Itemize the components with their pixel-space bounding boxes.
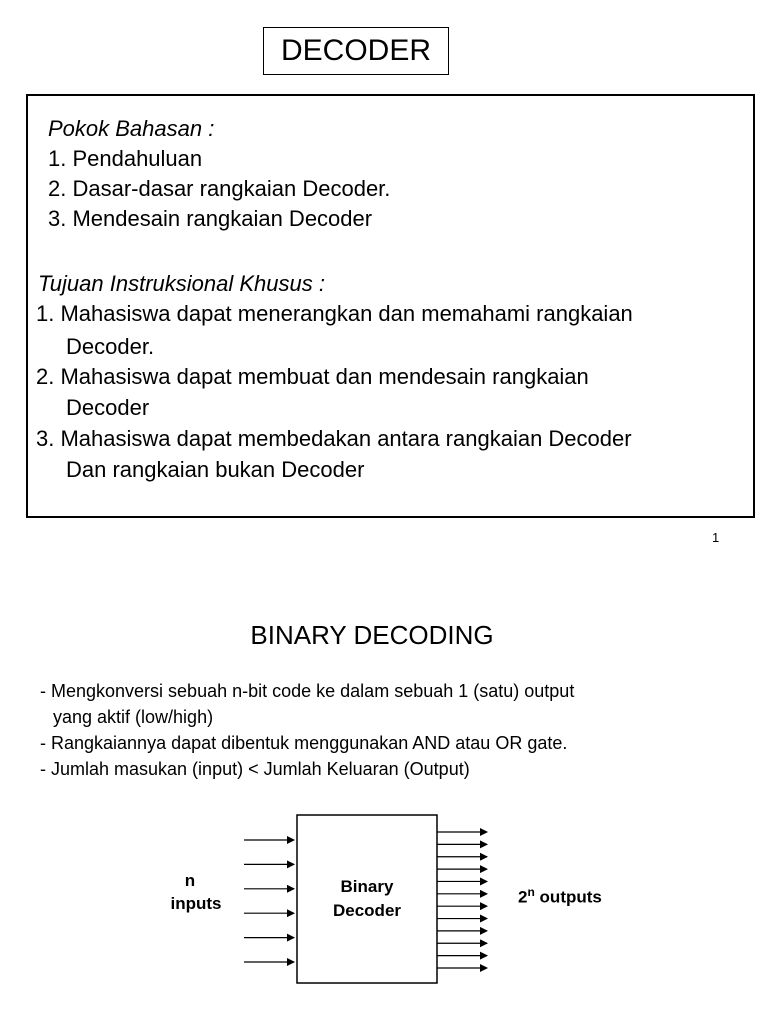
- tujuan-line: Decoder.: [66, 334, 155, 359]
- tujuan-line: Decoder: [66, 395, 150, 420]
- pokok-bahasan-heading: Pokok Bahasan :: [48, 116, 215, 141]
- tujuan-line: Dan rangkaian bukan Decoder: [66, 457, 365, 482]
- input-arrows: [244, 840, 294, 962]
- bullet-line: yang aktif (low/high): [53, 707, 214, 727]
- block-label-line1: Binary: [340, 877, 394, 896]
- outputs-label: [518, 881, 602, 909]
- outputs-word: outputs: [539, 887, 602, 907]
- pokok-item: 1. Pendahuluan: [48, 146, 203, 171]
- bullet-line: - Rangkaiannya dapat dibentuk menggunakan AND atau OR gate.: [40, 733, 568, 753]
- tujuan-line: 3. Mahasiswa dapat membedakan antara rangkaian Decoder: [36, 426, 632, 451]
- output-exponent: n: [527, 885, 535, 899]
- output-arrows: [437, 832, 487, 968]
- pokok-item: 3. Mendesain rangkaian Decoder: [48, 206, 373, 231]
- bullet-line: - Jumlah masukan (input) < Jumlah Keluaran (Output): [40, 759, 470, 779]
- decoder-block: [297, 815, 437, 983]
- input-n-label: n: [184, 871, 196, 890]
- tujuan-line: 2. Mahasiswa dapat membuat dan mendesain rangkaian: [36, 364, 589, 389]
- block-label-line2: Decoder: [332, 901, 402, 920]
- page-number: 1: [712, 530, 720, 545]
- bullet-line: - Mengkonversi sebuah n-bit code ke dalam sebuah 1 (satu) output: [40, 681, 575, 701]
- tujuan-heading: Tujuan Instruksional Khusus :: [38, 271, 325, 296]
- binary-decoding-title: BINARY DECODING: [250, 620, 494, 650]
- tujuan-line: 1. Mahasiswa dapat menerangkan dan memahami rangkaian: [36, 301, 633, 326]
- output-base: 2: [518, 887, 528, 907]
- inputs-label: inputs: [170, 894, 222, 913]
- pokok-item: 2. Dasar-dasar rangkaian Decoder.: [48, 176, 391, 201]
- slide-title: DECODER: [263, 27, 449, 75]
